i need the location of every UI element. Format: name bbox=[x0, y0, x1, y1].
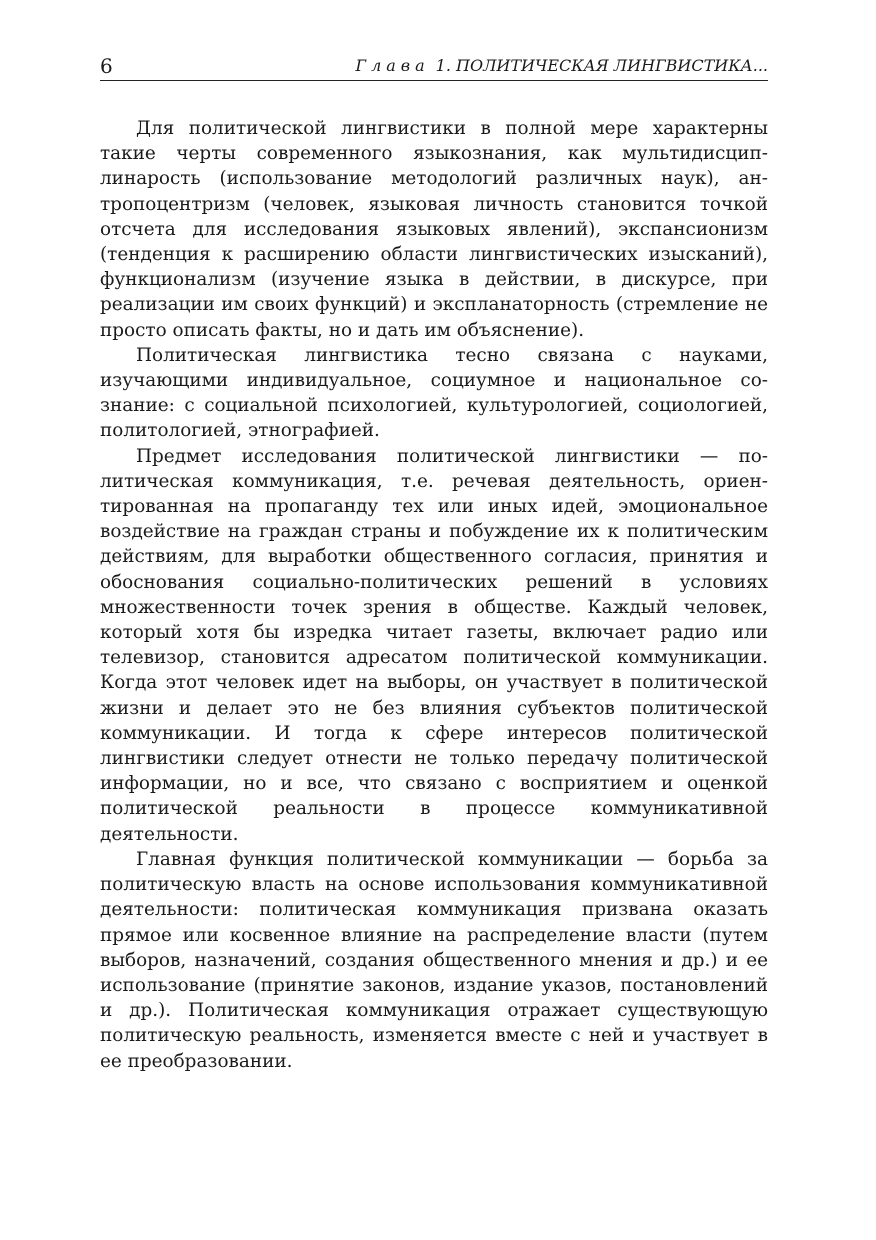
paragraph-4: Главная функция политической коммуникации — борьба за политическую власть на основе использования коммуникативной деятельности: политическая коммуникация призвана оказать прямое или косвенное влияние на распределение власти (путем выборов, назначений, создания общественного мнения и др.) и ее использование (принятие законов, издание указов, постановлений и др.). Политическая коммуникация отражает существующую политическую реальность, изменяется вместе с ней и участвует в ее преобразовании. bbox=[100, 848, 768, 1072]
chapter-label: Глава bbox=[355, 56, 430, 75]
chapter-running-title bbox=[355, 56, 768, 76]
paragraph-1: Для политической лингвистики в полной мере характерны такие черты современного языкознания, как мультидисциплинарость (использование методологий различных наук), антропоцентризм (человек, языковая личность становится точкой отсчета для исследования языковых явлений), экспансионизм (тенденция к расширению области лингвистических изысканий), функционализм (изучение языка в действии, в дискурсе, при реализации им своих функций) и экспланаторность (стремление не просто описать факты, но и дать им объяснение). bbox=[100, 118, 768, 341]
paragraph-2: Политическая лингвистика тесно связана с науками, изучающими индивидуальное, социумное и национальное сознание: с социальной психологией, культурологией, социологией, политологией, этнографией. bbox=[100, 344, 768, 442]
paragraph-3: Предмет исследования политической лингвистики — политическая коммуникация, т.е. речевая деятельность, ориентированная на пропаганду тех или иных идей, эмоциональное воздействие на граждан страны и побуждение их к политическим действиям, для выработки общественного согласия, принятия и обоснования социально-политических решений в условиях множественности точек зрения в обществе. Каждый человек, который хотя бы изредка читает газеты, включает радио или телевизор, становится адресатом политической коммуникации. Когда этот человек идет на выборы, он участвует в политической жизни и делает это не без влияния субъектов политической коммуникации. И тогда к сфере интересов политической лингвистики следует отнести не только передачу политической информации, но и все, что связано с восприятием и оценкой политической реальности в процессе коммуникативной деятельности. bbox=[100, 445, 768, 845]
chapter-title: 1. ПОЛИТИЧЕСКАЯ ЛИНГВИСТИКА... bbox=[435, 56, 768, 75]
page-number: 6 bbox=[100, 54, 113, 78]
running-header bbox=[100, 52, 768, 81]
body-text bbox=[100, 116, 768, 1074]
